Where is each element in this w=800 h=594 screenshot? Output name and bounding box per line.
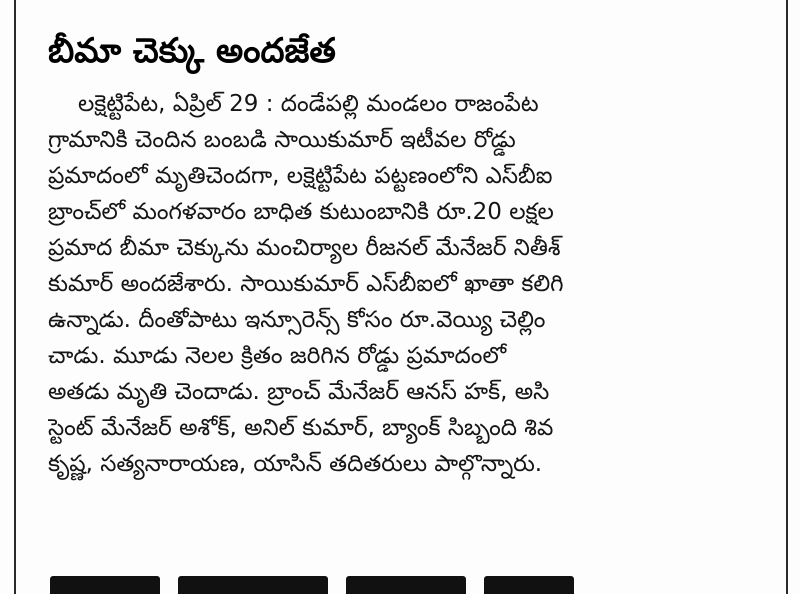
article-line: ఉన్నాడు. దీంతోపాటు ఇన్సూరెన్స్ కోసం రూ.వెయ్యి చెల్లిం: [48, 307, 546, 333]
news-article: [48, 26, 720, 482]
cropped-headline-glyphs: [484, 576, 574, 594]
cropped-headline-glyphs: [178, 576, 328, 594]
column-rule-right: [786, 0, 788, 594]
column-rule-left: [14, 0, 16, 594]
article-line: లక్షెట్టిపేట, ఏప్రిల్ 29 : దండేపల్లి మండలం రాజంపేట: [78, 91, 539, 117]
cropped-headline-glyphs: [50, 576, 160, 594]
previous-article-fragment: [40, 0, 760, 10]
article-line: బ్రాంచ్‌లో మంగళవారం బాధిత కుటుంబానికి రూ.20 లక్షల: [48, 199, 554, 225]
article-line: ప్రమాద బీమా చెక్కును మంచిర్యాల రీజనల్ మేనేజర్ నితీశ్: [48, 235, 561, 261]
article-line: గ్రామానికి చెందిన బంబడి సాయికుమార్ ఇటీవల రోడ్డు: [48, 127, 516, 153]
article-line: ప్రమాదంలో మృతిచెందగా, లక్షెట్టిపేట పట్టణంలోని ఎస్‌బీఐ: [48, 163, 553, 189]
article-line: చాడు. మూడు నెలల క్రితం జరిగిన రోడ్డు ప్రమాదంలో: [48, 343, 507, 369]
article-line: కృష్ణ, సత్యనారాయణ, యాసిన్ తదితరులు పాల్గొన్నారు.: [48, 451, 543, 477]
article-headline: బీమా చెక్కు అందజేత: [48, 31, 336, 71]
article-line: స్టెంట్ మేనేజర్ అశోక్, అనిల్ కుమార్, బ్యాంక్ సిబ్బంది శివ: [48, 415, 554, 441]
next-article-headline-fragment: [50, 576, 750, 594]
article-line: కుమార్ అందజేశారు. సాయికుమార్ ఎస్‌బీఐలో ఖాతా కలిగి: [48, 271, 564, 297]
cropped-headline-glyphs: [346, 576, 466, 594]
article-line: అతడు మృతి చెందాడు. బ్రాంచ్ మేనేజర్ ఆనస్ హక్, అసి: [48, 379, 550, 405]
